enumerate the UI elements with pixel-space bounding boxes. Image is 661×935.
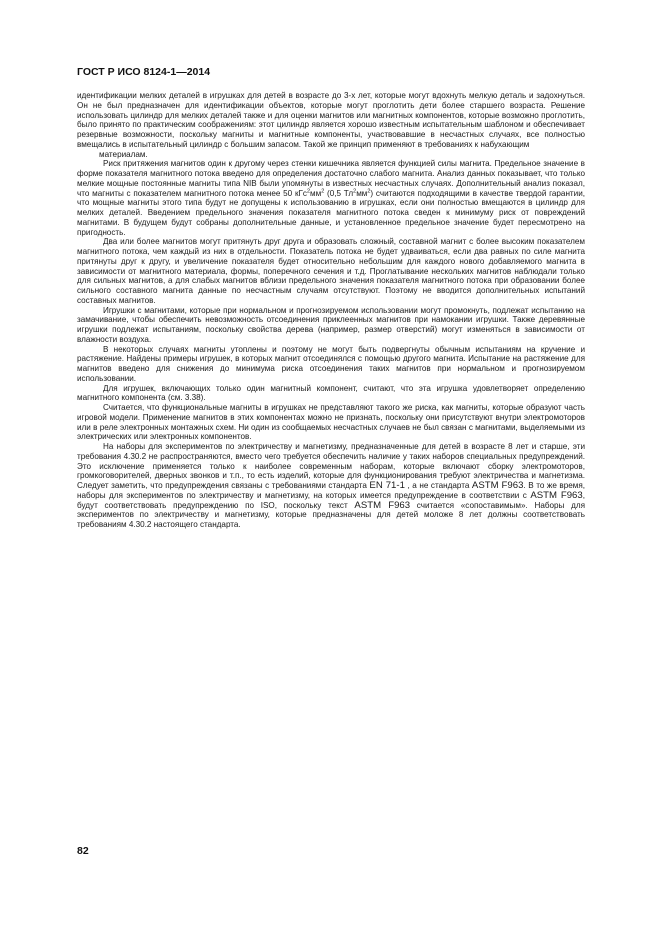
- paragraph-8-text-c: . В то же время, наборы для экспериментов по электричеству и магнетизму, на которых имеется предупреждение в соответствии с: [77, 481, 585, 500]
- paragraph-2-text-e: ) считаются подходящими в качестве твердой гарантии, что мощные магниты этого типа будут не допущены к использованию в игрушках, если они полностью вмещаются в цилиндр для мелких деталей. Введением предельного значения показателя магнитного потока сведен к минимуму риск от повреждений магнитами. В будущем будут собраны дополнительные данные, и установленное предельное значение будет пересмотрено на пригодность.: [77, 188, 585, 237]
- paragraph-3: Два или более магнитов могут притянуть друг друга и образовать сложный, составной магнит с более высоким показателем магнитного потока, чем каждый из них в отдельности. Показатель потока не будет удваиваться, если два равных по силе магнита притянуты друг к другу, и увеличение показателя будет относительно небольшим для каждого нового добавляемого магнита в зависимости от магнитного материала, формы, поперечного сечения и т.д. Проглатывание нескольких магнитов наблюдали только для сильных магнитов, а для слабых магнитов вблизи предельного значения показателя магнитного потока при образовании более сильного составного магнита данные по несчастным случаям отсутствуют. Поэтому не вводится дополнительных испытаний составных магнитов.: [77, 237, 585, 305]
- document-header: ГОСТ Р ИСО 8124-1—2014: [77, 66, 211, 78]
- paragraph-1-tail: материалам.: [99, 149, 148, 159]
- paragraph-4: Игрушки с магнитами, которые при нормальном и прогнозируемом использовании могут промокнуть, подлежат испытанию на замачивание, чтобы обеспечить невозможность отсоединения приклеенных магнитов при намокании игрушки. Также деревянные игрушки подлежат испытаниям, поскольку свойства дерева (например, размер отверстий) могут изменяться в зависимости от влажности воздуха.: [77, 305, 585, 344]
- paragraph-1: идентификации мелких деталей в игрушках для детей в возрасте до 3-х лет, которые могут вдохнуть мелкую деталь и задохнуться. Он не был предназначен для идентификации объектов, которые могут проглотить дети более старшего возраста. Решение использовать цилиндр для мелких деталей также и для оценки магнитов или магнитных компонентов, которые возможно проглотить, было принято по практическим соображениям: этот цилиндр является хорошо известным испытательным шаблоном и обеспечивает резервные возможности, поскольку магниты и магнитные компоненты, участвовавшие в несчастных случаях, все полностью вмещались в испытательный цилиндр с большим запасом. Такой же принцип применяют в требованиях к набухающим: [77, 91, 585, 149]
- paragraph-6: Для игрушек, включающих только один магнитный компонент, считают, что эта игрушка удовлетворяет определению магнитного компонента (см. 3.38).: [77, 383, 585, 403]
- page-number: 82: [77, 845, 89, 857]
- standard-reference: ASTM F963: [354, 499, 411, 511]
- paragraph-8-text-b: , а не стандарта: [404, 481, 472, 490]
- paragraph-8-text-e: считается «сопоставимым». Наборы для экспериментов по электричеству и магнетизму, которые предназначены для детей моложе 8 лет должны соответствовать требованиям 4.30.2 настоящего стандарта.: [77, 500, 585, 529]
- paragraph-8-text-d: , будут соответствовать предупреждению по ISO, поскольку текст: [77, 490, 585, 510]
- paragraph-2-text-d: мм: [356, 188, 368, 198]
- standard-reference: ASTM F963: [530, 489, 583, 501]
- paragraph-8: [77, 442, 585, 530]
- superscript: 2: [367, 187, 371, 194]
- paragraph-2-text-c: (0,5 Тл: [324, 188, 354, 198]
- paragraph-8-text-a: На наборы для экспериментов по электричеству и магнетизму, предназначенные для детей в возрасте 8 лет и старше, эти требования 4.30.2 не распространяются, вместо чего требуется обеспечить наличие у таких наборов специальных предупреждений. Это исключение применяется только к наиболее современным наборам, которые включают сборку электромоторов, громкоговорителей, дверных звонков и т.п., то есть изделий, которые для функционирования требуют электричества и магнетизма. Следует заметить, что предупреждения связаны с требованиями стандарта: [77, 442, 585, 490]
- superscript: 2: [321, 187, 325, 194]
- document-body: [77, 91, 585, 530]
- paragraph-2-text-b: мм: [310, 188, 322, 198]
- paragraph-2: [77, 159, 585, 237]
- standard-reference: ASTM F963: [471, 480, 524, 491]
- standard-reference: EN 71-1: [369, 480, 405, 491]
- paragraph-7: Считается, что функциональные магниты в игрушках не представляют такого же риска, как магниты, которые образуют часть игровой модели. Применение магнитов в этих компонентах можно не признать, поскольку они присутствуют внутри электромоторов или в реле электронных монтажных схем. Ни один из сообщаемых несчастных случаев не был связан с магнитами, выделяемыми из электрических или электронных компонентов.: [77, 403, 585, 442]
- superscript: 2: [306, 187, 311, 194]
- paragraph-2-text-a: Риск притяжения магнитов один к другому через стенки кишечника является функцией силы магнита. Предельное значение в форме показателя магнитного потока введено для определения достаточно слабого магнита. Анализ данных показывает, что только мелкие мощные постоянные магниты типа NIB были упомянуты в известных несчастных случаях. Дополнительный анализ показал, что магниты с показателем магнитного потока менее 50 кГс: [77, 159, 585, 198]
- paragraph-5: В некоторых случаях магниты утоплены и поэтому не могут быть подвергнуты обычным испытаниям на кручение и растяжение. Найдены примеры игрушек, в которых магнит отсоединялся с помощью другого магнита. Испытание на растяжение для магнитов введено для снижения до минимума риска отсоединения таких магнитов при нормальном и прогнозируемом использовании.: [77, 344, 585, 383]
- superscript: 2: [353, 187, 357, 194]
